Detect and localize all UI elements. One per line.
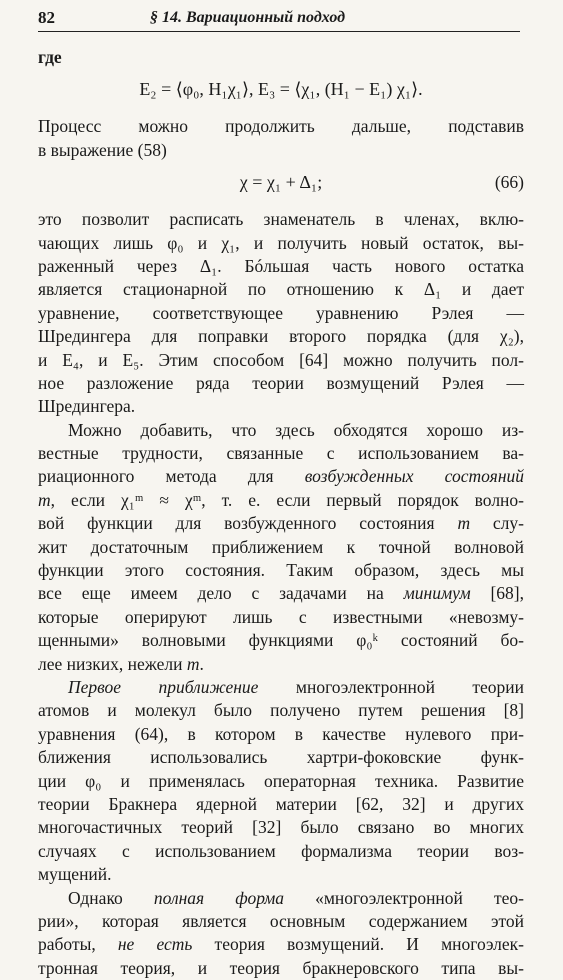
text-span: многоэлектронной теории bbox=[258, 677, 524, 697]
equation-body: χ = χ₁ + Δ₁; bbox=[38, 162, 524, 202]
text-line bbox=[38, 489, 524, 512]
text-span: вой функции для возбужденного состояния bbox=[38, 513, 457, 533]
text-line: которые оперируют лишь с известными «невозму- bbox=[38, 606, 524, 629]
text-line: является стационарной по отношению к Δ₁ и дает bbox=[38, 278, 524, 301]
text-line: случаях с использованием формализма теории воз- bbox=[38, 840, 524, 863]
text-line: Можно добавить, что здесь обходятся хорошо из- bbox=[38, 419, 524, 442]
italic-span: Первое приближение bbox=[68, 677, 258, 697]
text-span: , если χ₁ᵐ ≈ χᵐ, т. е. если первый порядок волно- bbox=[51, 490, 524, 510]
text-line bbox=[38, 653, 524, 676]
italic-span: m bbox=[457, 513, 470, 533]
text-line: мущений. bbox=[38, 863, 524, 886]
text-line bbox=[38, 582, 524, 605]
text-line: жит достаточным приближением к точной волновой bbox=[38, 536, 524, 559]
text-span: лее низких, нежели bbox=[38, 654, 187, 674]
text-line bbox=[38, 512, 524, 535]
italic-span: m bbox=[38, 490, 51, 510]
equation-number: (66) bbox=[495, 162, 524, 202]
text-line: рии», которая является основным содержанием этой bbox=[38, 910, 524, 933]
text-span: слу- bbox=[470, 513, 524, 533]
text-line bbox=[38, 465, 524, 488]
equation-e2-e3 bbox=[38, 69, 524, 109]
text-line: уравнения (64), в котором в качестве нулевого при- bbox=[38, 723, 524, 746]
text-line: это позволит расписать знаменатель в членах, вклю- bbox=[38, 208, 524, 231]
text-line: уравнение, соответствующее уравнению Рэлея — bbox=[38, 302, 524, 325]
text-line: где bbox=[38, 46, 524, 69]
italic-span: m bbox=[187, 654, 200, 674]
text-line: в выражение (58) bbox=[38, 139, 524, 162]
text-span: все еще имеем дело с задачами на bbox=[38, 583, 404, 603]
text-line bbox=[38, 676, 524, 699]
text-line: Шредингера для поправки второго порядка (для χ₂), bbox=[38, 325, 524, 348]
italic-span: минимум bbox=[404, 583, 471, 603]
text-line bbox=[38, 887, 524, 910]
body-text bbox=[38, 46, 524, 980]
text-line: Процесс можно продолжить дальше, подставив bbox=[38, 115, 524, 138]
text-line: Шредингера. bbox=[38, 395, 524, 418]
text-line: теории Бракнера ядерной материи [62, 32] и других bbox=[38, 793, 524, 816]
text-line: ближения использовались хартри-фоковские функ- bbox=[38, 746, 524, 769]
text-line: тронная теория, и теория бракнеровского типа вы- bbox=[38, 957, 524, 980]
running-head: § 14. Вариационный подход bbox=[150, 9, 345, 27]
page-number: 82 bbox=[38, 8, 55, 28]
text-line: раженный через Δ₁. Бóльшая часть нового остатка bbox=[38, 255, 524, 278]
italic-span: возбужденных состояний bbox=[305, 466, 524, 486]
text-line bbox=[38, 933, 524, 956]
text-line: функции этого состояния. Таким образом, здесь мы bbox=[38, 559, 524, 582]
paragraph-4 bbox=[38, 887, 524, 980]
equation-body: E₂ = ⟨φ₀, H₁χ₁⟩, E₃ = ⟨χ₁, (H₁ − E₁) χ₁⟩. bbox=[38, 69, 524, 109]
text-line: чающих лишь φ₀ и χ₁, и получить новый остаток, вы- bbox=[38, 232, 524, 255]
text-span: риационного метода для bbox=[38, 466, 305, 486]
text-span: работы, bbox=[38, 934, 118, 954]
text-line: вестные трудности, связанные с использованием ва- bbox=[38, 442, 524, 465]
paragraph-2 bbox=[38, 419, 524, 676]
text-span: Однако bbox=[68, 888, 154, 908]
text-line: атомов и молекул было получено путем решения [8] bbox=[38, 699, 524, 722]
text-span: «многоэлектронной тео- bbox=[284, 888, 524, 908]
text-line: щенными» волновыми функциями φ₀ᵏ состояний бо- bbox=[38, 629, 524, 652]
text-line: ции φ₀ и применялась операторная техника. Развитие bbox=[38, 770, 524, 793]
text-span: . bbox=[200, 654, 204, 674]
header-rule bbox=[38, 31, 520, 32]
equation-66 bbox=[38, 162, 524, 202]
text-span: [68], bbox=[471, 583, 524, 603]
text-line: многочастичных теорий [32] было связано во многих bbox=[38, 816, 524, 839]
text-line: и E₄, и E₅. Этим способом [64] можно получить пол- bbox=[38, 349, 524, 372]
page-header bbox=[38, 6, 520, 30]
paragraph-3 bbox=[38, 676, 524, 887]
text-span: теория возмущений. И многоэлек- bbox=[192, 934, 524, 954]
paragraph-1 bbox=[38, 208, 524, 419]
italic-span: не есть bbox=[118, 934, 193, 954]
italic-span: полная форма bbox=[154, 888, 284, 908]
text-line: ное разложение ряда теории возмущений Рэлея — bbox=[38, 372, 524, 395]
